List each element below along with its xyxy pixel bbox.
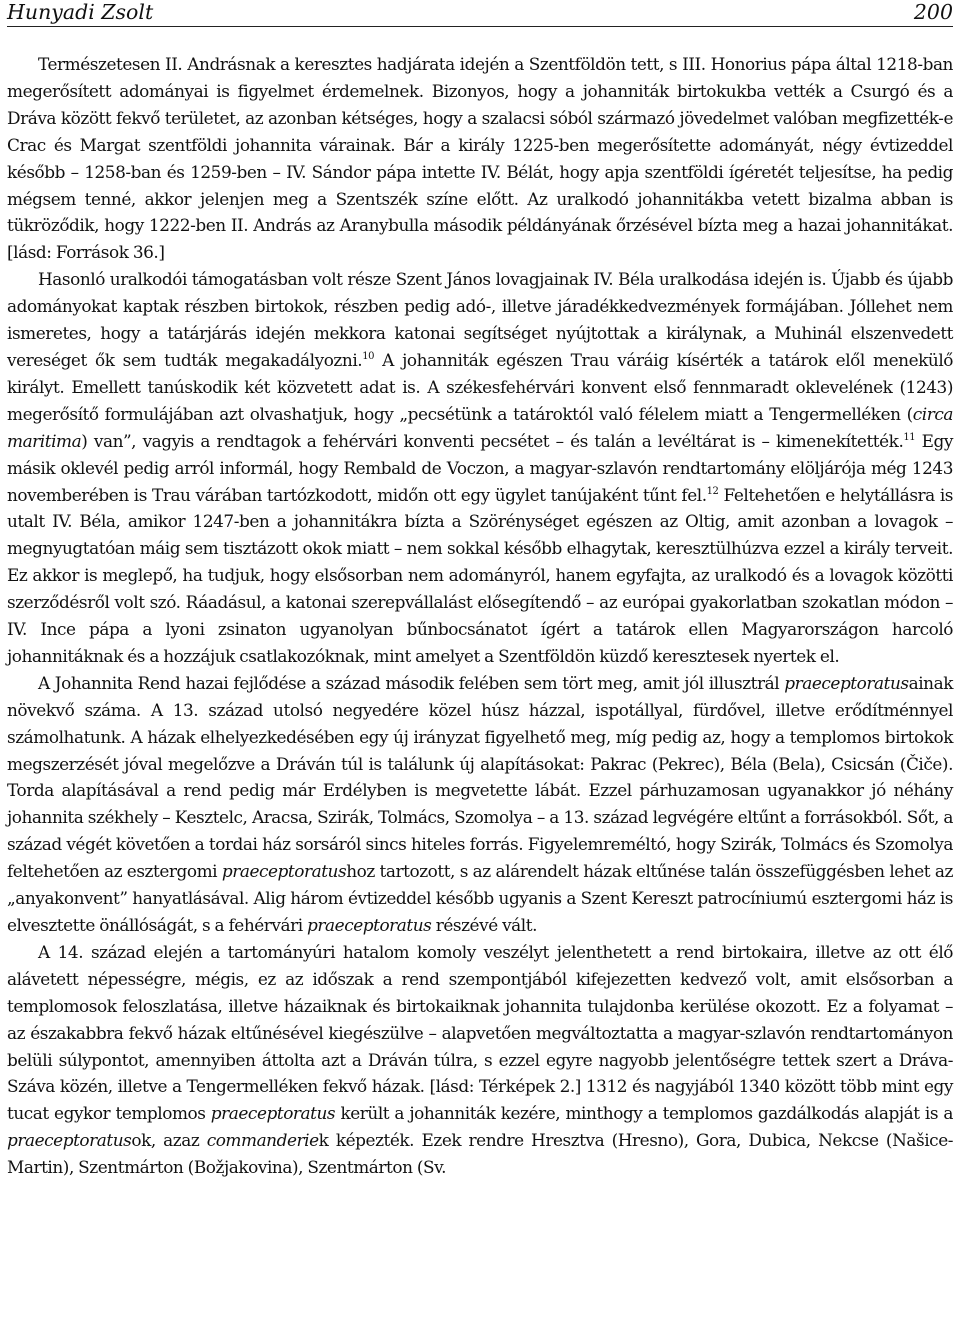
text-run: ) van”, vagyis a rendtagok a fehérvári konventi pecsétet – és talán a levéltárat is – kimenekítették. [81, 430, 904, 451]
text-run: részévé vált. [431, 915, 537, 935]
text-run: k képezték. Ezek rendre Hresztva (Hresno), Gora, Dubica, Nekcse (Našice-Martin), Szentmárton (Božjakovina), Szentmárton (Sv. [7, 1130, 953, 1178]
body-text [7, 51, 953, 1181]
footnote-reference: 12 [706, 485, 719, 497]
paragraph [7, 51, 953, 266]
text-run: Természetesen II. Andrásnak a keresztes hadjárata idején a Szentföldön tett, s III. Honorius pápa által 1218-ban megerősített adományai is figyelmet érdemelnek. Bizonyos, hogy a johanniták birtokukba vették a Csurgó és a Dráva között fekvő területet, az azonban kétséges, hogy a szalacsi sóból származó jövedelmet valóban megfizették-e Crac és Margat szentföldi johannita várainak. Bár a király 1225-ben megerősítette adományát, négy évtizeddel később – 1258-ban és 1259-ben – IV. Sándor pápa intette IV. Bélát, hogy apja szentföldi ígéretét teljesítse, ha pedig mégsem tenné, akkor jelenjen meg a Szentszék színe előtt. Az uralkodó johannitákba vetett bizalma abban is tükröződik, hogy 1222-ben II. András az Aranybulla második példányának őrzésével bízta meg a hazai johannitákat. [lásd: Források 36.] [7, 54, 953, 263]
text-run: A Johannita Rend hazai fejlődése a század második felében sem tört meg, amit jól illusztrál [38, 672, 785, 693]
italic-term: commanderie [206, 1130, 319, 1151]
italic-term: praeceptoratus [784, 672, 909, 693]
text-run: hoz tartozott, s az alárendelt házak eltűnése talán összefüggésben lehet az „anyakonvent” hanyatlásával. Alig három évtizeddel később ugyanis a Szent Kereszt patrocíniumú esztergomi ház is elvesztette önállóságát, s a fehérvári [7, 861, 953, 935]
footnote-reference: 10 [362, 350, 375, 362]
paragraph [7, 939, 953, 1181]
text-run: került a johanniták kezére, minthogy a templomos gazdálkodás alapját is a [335, 1103, 953, 1124]
running-header [7, 0, 953, 27]
page-number: 200 [913, 0, 953, 24]
text-run: A johanniták egészen Trau váráig kísérték a tatárok elől menekülő királyt. Emellett tanúskodik két közvetett adat is. A székesfehérvári konvent első fennmaradt oklevelének (1243) megerősítő formulájában azt olvashatjuk, hogy „pecsétünk a tatároktól való félelem miatt a Tengermelléken ( [7, 349, 953, 424]
running-header-author: Hunyadi Zsolt [7, 0, 154, 24]
text-run: ok, azaz [131, 1130, 207, 1151]
text-run: Feltehetően e helytállásra is utalt IV. Béla, amikor 1247-ben a johannitákra bízta a Szörénységet egészen az Oltig, amit azonban a lovagok – megnyugtatóan máig sem tisztázott okok miatt – nem sokkal később elhagytak, keresztülhúzva ezzel a király terveit. Ez akkor is meglepő, ha tudjuk, hogy elsősorban nem adományról, hanem egyfajta, az uralkodó és a lovagok közötti szerződésről volt szó. Ráadásul, a katonai szerepvállalást elősegítendő – az európai gyakorlatban szokatlan módon – IV. Ince pápa a lyoni zsinaton ugyanolyan bűnbocsánatot ígért a tatárok ellen Magyarországon harcoló johannitáknak és a hozzájuk csatlakozóknak, mint amelyet a Szentföldön küzdő keresztesek nyertek el. [7, 484, 954, 666]
italic-term: circa maritima [7, 403, 953, 451]
italic-term: praeceptoratus [210, 1103, 336, 1124]
paragraph [7, 670, 953, 939]
italic-term: praeceptoratus [307, 915, 432, 935]
text-run: Hasonló uralkodói támogatásban volt része Szent János lovagjainak IV. Béla uralkodása idején is. Újabb és újabb adományokat kaptak részben birtokok, részben pedig adó-, illetve járadékkedvezmények formájában. Jóllehet nem ismeretes, hogy a tatárjárás idején mekkora katonai segítséget nyújtottak a királynak, a Muhinál elszenvedett vereséget ők sem tudták megakadályozni. [7, 269, 953, 370]
italic-term: praeceptoratus [7, 1130, 132, 1151]
footnote-reference: 11 [903, 431, 916, 443]
text-run: A 14. század elején a tartományúri hatalom komoly veszélyt jelenthetett a rend birtokaira, illetve az ott élő alávetett népességre, mégis, ez az időszak a rend szempontjából kifejezetten kedvező volt, amit elsősorban a templomosok feloszlatása, illetve házaiknak és birtokaiknak johannita tulajdonba kerülése okozott. Ez a folyamat – az északabbra fekvő házak eltűnésével kiegészülve – alapvetően megváltoztatta a magyar-szlavón rendtartományon belüli súlypontot, amennyiben áttolta azt a Dráván túlra, s ezzel egyre nagyobb jelentőségre tettek szert a Dráva-Száva közén, illetve a Tengermelléken fekvő házak. [lásd: Térképek 2.] 1312 és nagyjából 1340 között több mint egy tucat egykor templomos [7, 941, 953, 1124]
italic-term: praeceptoratus [221, 861, 347, 882]
text-run: Egy másik oklevél pedig arról informál, hogy Rembald de Voczon, a magyar-szlavón rendtartomány elöljárója még 1243 novemberében is Trau várában tartózkodott, midőn ott egy ügylet tanújaként tűnt fel. [7, 430, 954, 505]
paragraph [7, 266, 953, 670]
text-run: ainak növekvő száma. A 13. század utolsó negyedére közel húsz házzal, ispotállyal, fürdővel, illetve erődítménnyel számolhatunk. A házak elhelyezkedésében egy új irányzat figyelhető meg, míg pedig az, hogy a templomos birtokok megszerzését jóval megelőzve a Dráván túl is találunk új alapításokat: Pakrac (Pekrec), Béla (Bela), Csicsán (Čiče). Torda alapításával a rend pedig már Erdélyben is megvetette lábát. Ezzel párhuzamosan ugyanakkor jó néhány johannita székhely – Kesztelc, Aracsa, Szirák, Tolmács, Szomolya – a 13. század legvégére eltűnt a forrásokból. Sőt, a század végét követően a tordai ház sorsáról sincs hiteles forrás. Figyelemreméltó, hogy Szirák, Tolmács és Szomolya feltehetően az esztergomi [7, 672, 953, 882]
